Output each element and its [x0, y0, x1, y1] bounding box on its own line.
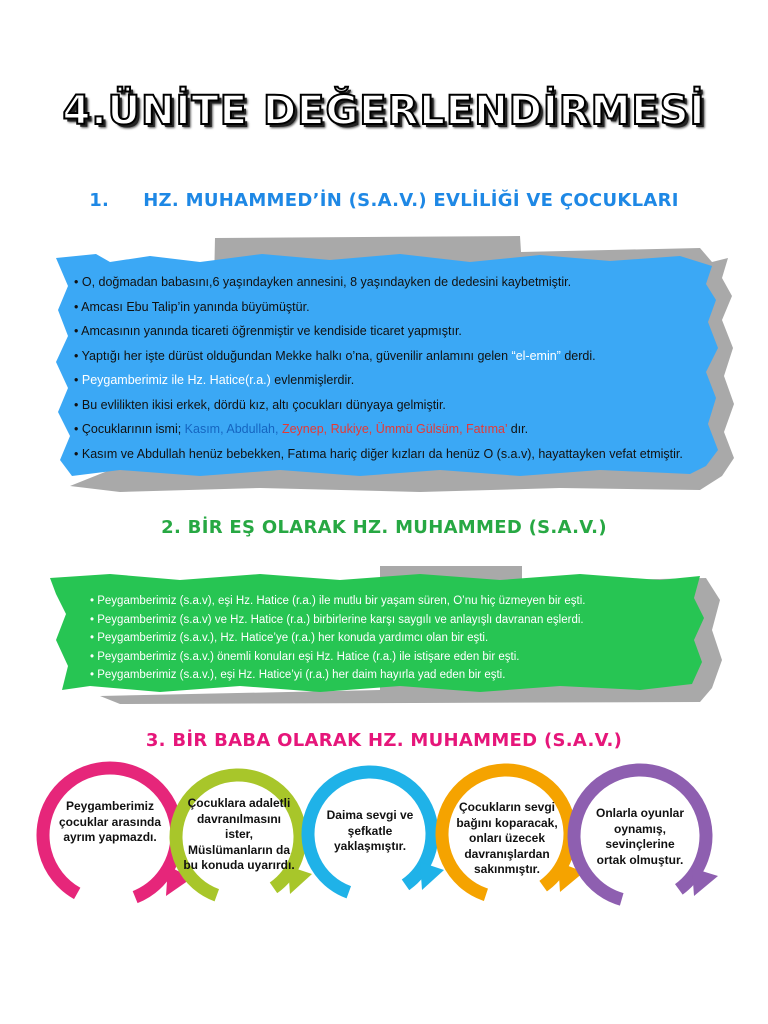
section1-heading-text: HZ. MUHAMMED’İN (S.A.V.) EVLİLİĞİ VE ÇOCUKLARI	[143, 190, 679, 211]
circle-text-3: Daima sevgi ve şefkatle yaklaşmıştır.	[326, 808, 414, 853]
circle-text-5: Onlarla oyunlar oynamış, sevinçlerine ortak olmuştur.	[595, 806, 685, 867]
circle-text-1: Peygamberimiz çocuklar arasında ayrım yapmazdı.	[58, 799, 162, 844]
list-item: • Amcası Ebu Talip’in yanında büyümüştür.	[74, 295, 734, 320]
list-item: • Bu evlilikten ikisi erkek, dördü kız, altı çocukları dünyaya gelmiştir.	[74, 393, 734, 418]
section1-number: 1.	[89, 190, 110, 211]
list-item-text: Çocuklarının ismi;	[81, 422, 185, 436]
section2-heading: 2. BİR EŞ OLARAK HZ. MUHAMMED (S.A.V.)	[161, 517, 607, 538]
list-item: • Peygamberimiz (s.a.v) ve Hz. Hatice (r.a.) birbirlerine karşı saygılı ve anlayışlı davranan eşlerdi.	[90, 611, 690, 630]
page-title: 4.ÜNİTE DEĞERLENDİRMESİ	[62, 88, 706, 134]
list-item-text: Yaptığı her işte dürüst olduğundan Mekke halkı o’na, güvenilir anlamını gelen	[81, 348, 512, 363]
el-emin-highlight: “el-emin”	[511, 348, 561, 363]
list-item-text: derdi.	[560, 348, 596, 363]
section3-heading: 3. BİR BABA OLARAK HZ. MUHAMMED (S.A.V.)	[145, 730, 623, 751]
sons-names: Kasım, Abdullah,	[184, 422, 282, 436]
circle-text-2: Çocuklara adaletli davranılmasını ister, Müslümanların da bu konuda uyarırdı.	[183, 796, 295, 872]
list-item: • Peygamberimiz (s.a.v), eşi Hz. Hatice (r.a.) ile mutlu bir yaşam süren, O’nu hiç üzmeyen bir eşti.	[90, 592, 690, 611]
marriage-highlight: Peygamberimiz ile Hz. Hatice(r.a.)	[81, 373, 271, 387]
list-item: • Peygamberimiz (s.a.v.), eşi Hz. Hatice’yi (r.a.) her daim hayırla yad eden bir eşti.	[90, 666, 690, 685]
list-item-text: evlenmişlerdir.	[270, 373, 355, 387]
list-item: • Kasım ve Abdullah henüz bebekken, Fatıma hariç diğer kızları da henüz O (s.a.v), hayattayken vefat etmiştir.	[74, 442, 734, 467]
list-item: • Peygamberimiz (s.a.v.) önemli konuları eşi Hz. Hatice (r.a.) ile istişare eden bir eşti.	[90, 648, 690, 667]
list-item: • Peygamberimiz (s.a.v.), Hz. Hatice’ye (r.a.) her konuda yardımcı olan bir eşti.	[90, 629, 690, 648]
list-item-text: dır.	[507, 422, 529, 436]
list-item: • O, doğmadan babasını,6 yaşındayken annesini, 8 yaşındayken de dedesini kaybetmiştir.	[74, 270, 734, 295]
circle-text-4: Çocukların sevgi bağını koparacak, onları üzecek davranışlardan sakınmıştır.	[456, 800, 558, 876]
daughters-names: Zeynep, Rukiye, Ümmü Gülsüm, Fatıma’	[281, 422, 508, 436]
list-item: • Amcasının yanında ticareti öğrenmiştir ve kendiside ticaret yapmıştır.	[74, 319, 734, 344]
